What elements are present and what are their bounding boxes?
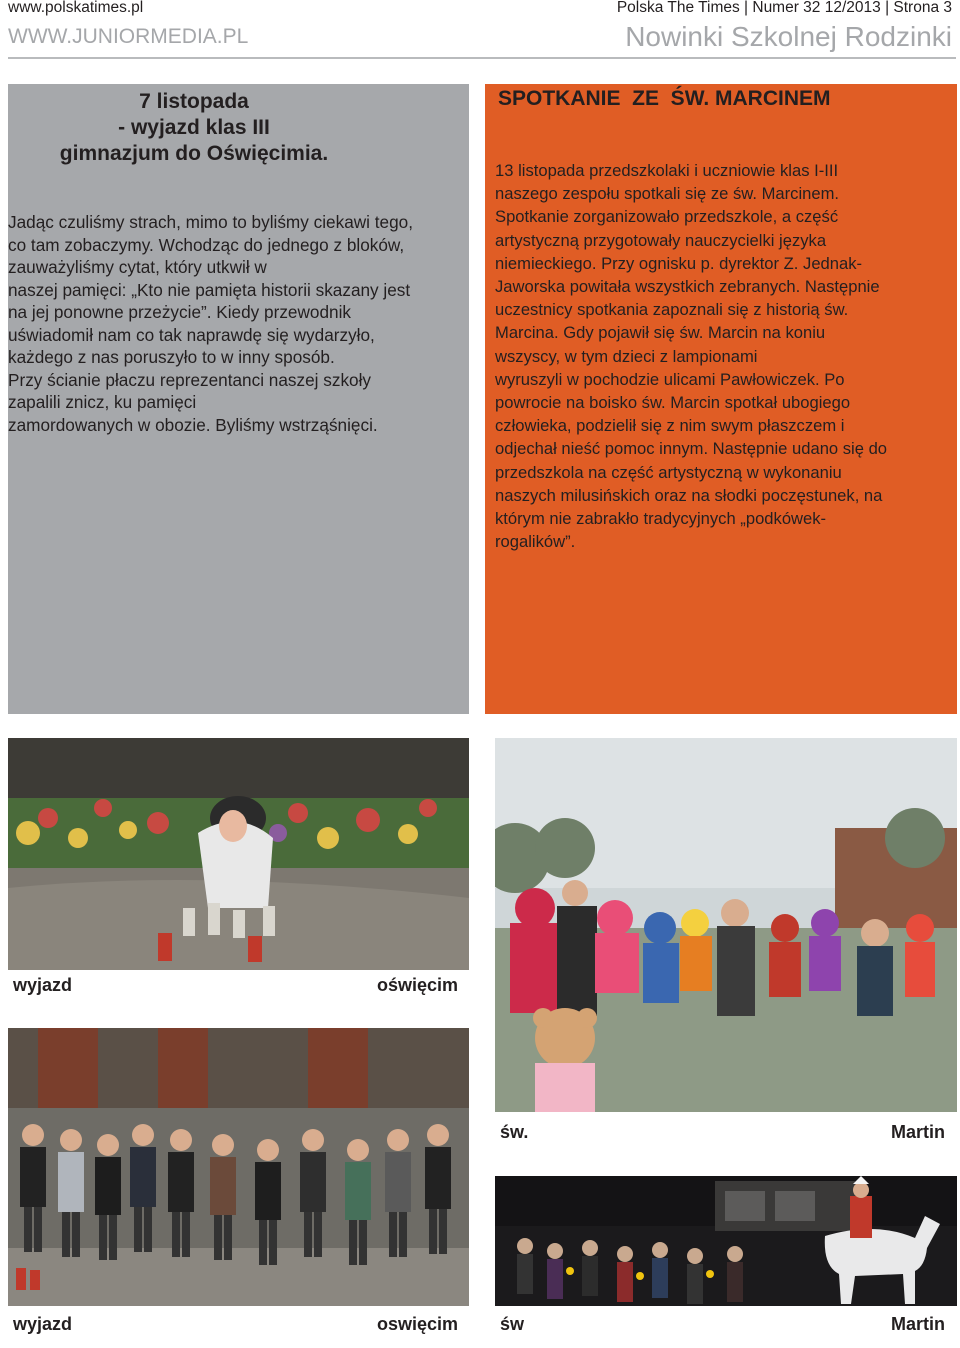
photo-caption: Martin [891, 1122, 945, 1142]
body-line: 13 listopada przedszkolaki i uczniowie klas I-III [495, 161, 839, 180]
title-line: gimnazjum do Oświęcimia. [59, 142, 329, 165]
photo-student-group [8, 1028, 469, 1306]
body-line: którym nie zabrakło tradycyjnych „podkówek- [495, 509, 827, 529]
body-line: Przy ścianie płaczu reprezentanci naszej szkoły [8, 369, 372, 390]
body-line: każdego z nas poruszyło to w inny sposób. [8, 347, 335, 367]
body-line: Jaworska powitała wszystkich zebranych. Następnie [495, 277, 880, 297]
body-line: Spotkanie zorganizowało przedszkole, a część [495, 207, 839, 227]
section-title: Nowinki Szkolnej Rodzinki [625, 21, 952, 52]
article-title: SPOTKANIE ZE ŚW. MARCINEM [498, 87, 831, 110]
site-url[interactable]: www.polskatimes.pl [8, 0, 144, 16]
body-line: zamordowanych w obozie. Byliśmy wstrząśnięci. [8, 414, 378, 435]
article-oswiecim [8, 84, 469, 714]
body-line: odjechał nieść pomoc innym. Następnie udano się do [495, 439, 888, 459]
article-body [495, 159, 947, 553]
article-swiety-marcin [485, 84, 957, 714]
body-line: wyruszyli w pochodzie ulicami Pawłowiczek. Po [495, 369, 845, 389]
photo-children-gathering [495, 738, 957, 1112]
body-line: zauważyliśmy cytat, który utkwił w [8, 257, 267, 277]
photo-caption: oswięcim [377, 1314, 459, 1334]
photo-caption: wyjazd [13, 975, 73, 995]
body-line: powrocie na boisko św. Marcin spotkał ubogiego [495, 393, 851, 413]
body-line: naszych milusińskich oraz na słodki poczęstunek, na [495, 485, 883, 505]
photo-caption: Martin [891, 1314, 945, 1334]
photo-st-martin-horse [495, 1176, 957, 1306]
brand-url[interactable]: WWW.JUNIORMEDIA.PL [8, 25, 249, 48]
body-line: niemieckiego. Przy ognisku p. dyrektor Z. Jednak- [495, 253, 863, 273]
photo-caption: św. [500, 1122, 529, 1142]
body-line: naszej pamięci: „Kto nie pamięta historii skazany jest [8, 279, 411, 300]
header-divider [8, 57, 956, 59]
photo-caption: św [500, 1314, 525, 1334]
title-line: 7 listopada [139, 90, 249, 113]
photo-caption: wyjazd [13, 1314, 73, 1334]
issue-info: Polska The Times | Numer 32 12/2013 | Strona 3 [616, 0, 952, 16]
photo-caption: oświęcim [377, 975, 459, 995]
body-line: co tam zobaczymy. Wchodząc do jednego z bloków, [8, 234, 405, 255]
body-line: naszego zespołu spotkali się ze św. Marcinem. [495, 184, 840, 204]
body-line: rogalików”. [495, 532, 576, 552]
body-line: uczestnicy spotkania zapoznali się z historią św. [495, 300, 849, 320]
body-line: Jadąc czuliśmy strach, mimo to byliśmy ciekawi tego, [8, 212, 413, 232]
article-title [8, 89, 380, 167]
article-body [8, 211, 464, 436]
body-line: Marcina. Gdy pojawił się św. Marcin na koniu [495, 323, 826, 343]
photo-memorial-candles [8, 738, 469, 970]
body-line: wszyscy, w tym dzieci z lampionami [495, 346, 758, 366]
body-line: na jej ponowne przeżycie”. Kiedy przewodnik [8, 302, 351, 322]
body-line: człowieka, podzielił się z nim swym płaszczem i [495, 416, 845, 436]
body-line: uświadomił nam co tak naprawdę się wydarzyło, [8, 324, 375, 345]
body-line: artystyczną przygotowały nauczycielki języka [495, 230, 827, 250]
body-line: zapalili znicz, ku pamięci [8, 392, 197, 412]
title-line: - wyjazd klas III [118, 116, 270, 139]
body-line: przedszkola na część artystyczną w wykonaniu [495, 462, 842, 482]
